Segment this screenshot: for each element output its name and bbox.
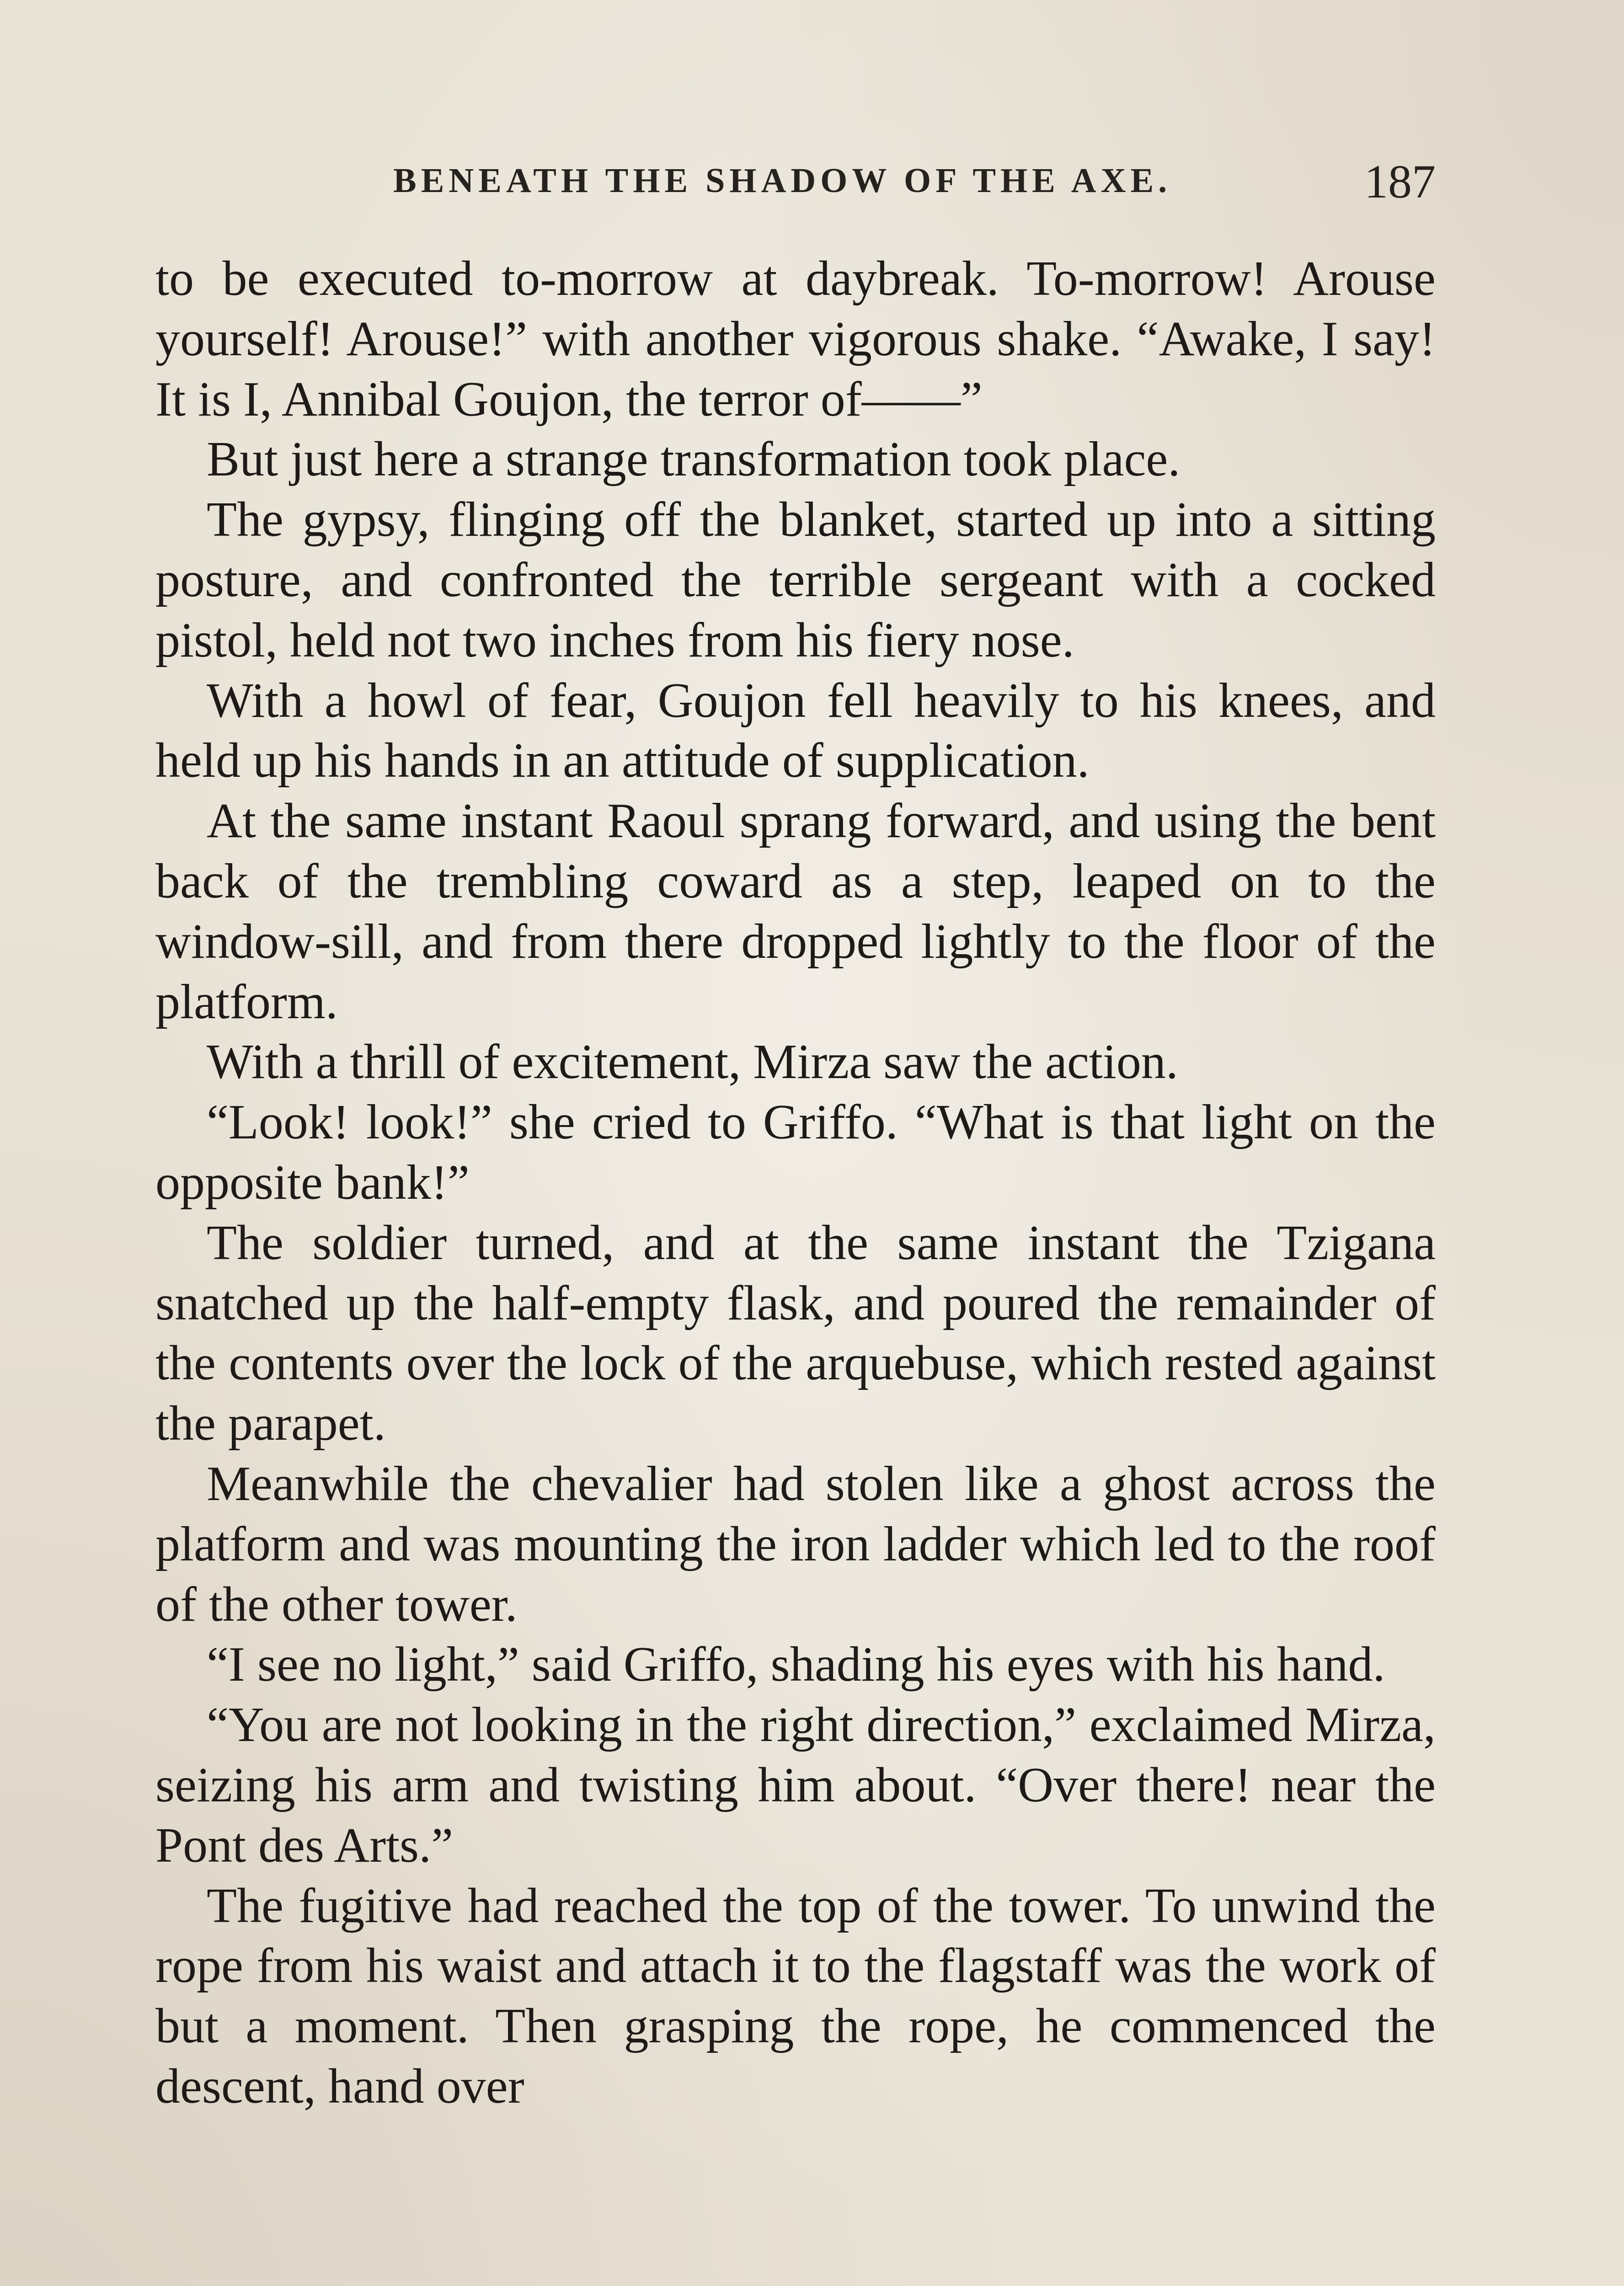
paragraph: The gypsy, flinging off the blanket, started up into a sitting posture, and confronted the terrible sergeant with a cocked pistol, held not two inches from his fiery nose. [155,492,1436,668]
paragraph: “You are not looking in the right direction,” exclaimed Mirza, seizing his arm and twisting him about. “Over there! near the Pont des Arts.” [155,1698,1436,1873]
paragraph: “I see no light,” said Griffo, shading his eyes with his hand. [207,1637,1385,1692]
paragraph: With a thrill of excitement, Mirza saw the action. [207,1035,1178,1090]
running-head [155,155,1436,216]
paragraph: Meanwhile the chevalier had stolen like a ghost across the platform and was mounting the iron ladder which led to the roof of the other tower. [155,1456,1436,1632]
paragraph: “Look! look!” she cried to Griffo. “What is that light on the opposite bank!” [155,1095,1436,1210]
paragraph: At the same instant Raoul sprang forward, and using the bent back of the trembling coward as a step, leaped on to the window-sill, and from there dropped lightly to the floor of the platform. [155,794,1436,1029]
body-text [155,249,1436,2117]
paragraph: The soldier turned, and at the same instant the Tzigana snatched up the half-empty flask, and poured the remainder of the contents over the lock of the arquebuse, which rested against the parapet. [155,1215,1436,1451]
paragraph: But just here a strange transformation took place. [207,432,1181,487]
page-number: 187 [1364,155,1436,208]
running-title: BENEATH THE SHADOW OF THE AXE. [393,161,1172,200]
paragraph: With a howl of fear, Goujon fell heavily to his knees, and held up his hands in an attitude of supplication. [155,673,1436,788]
paragraph: The fugitive had reached the top of the tower. To unwind the rope from his waist and attach it to the flagstaff was the work of but a moment. Then grasping the rope, he commenced the descent, hand over [155,1878,1436,2114]
paragraph: to be executed to-morrow at daybreak. To-morrow! Arouse yourself! Arouse!” with another vigorous shake. “Awake, I say! It is I, Annibal Goujon, the terror of——” [155,251,1436,427]
